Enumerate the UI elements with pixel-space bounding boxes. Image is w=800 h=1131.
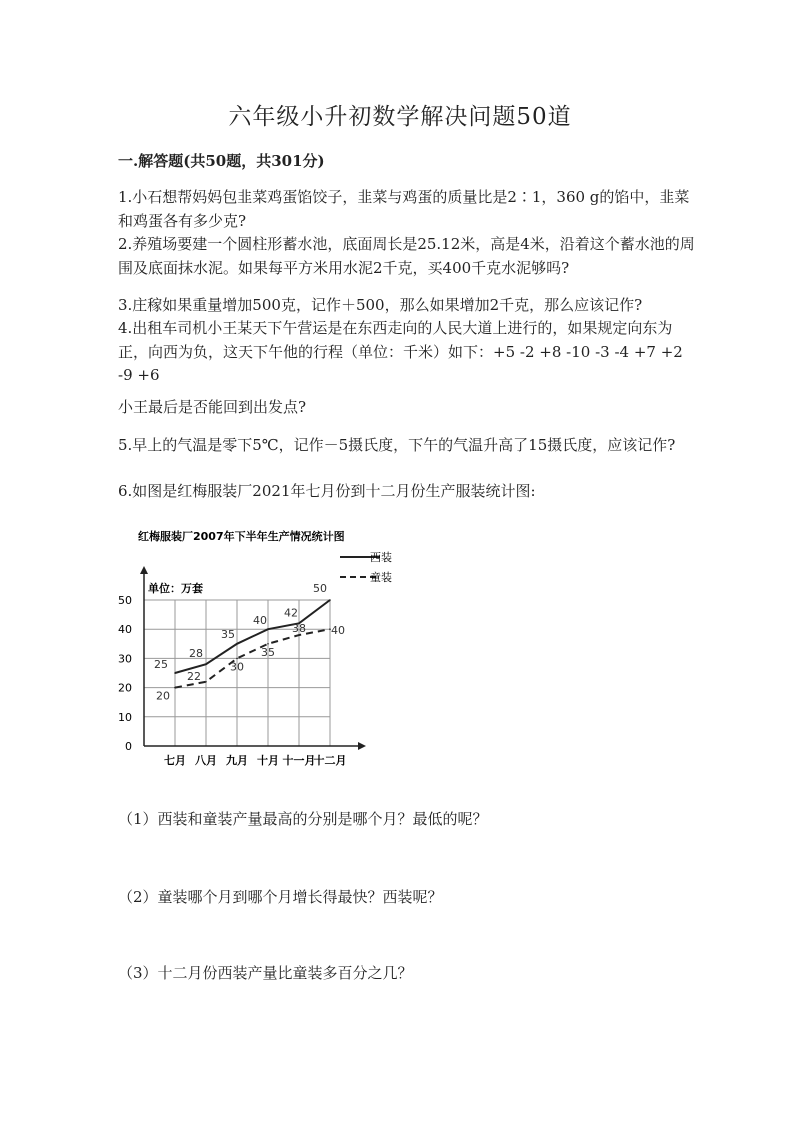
- y-tick-label-3: 30: [118, 652, 132, 666]
- question-4-followup: 小王最后是否能回到出发点?: [118, 398, 307, 416]
- chart-title: 红梅服装厂2007年下半年生产情况统计图: [138, 530, 345, 543]
- data-label-1-4: 38: [292, 622, 306, 636]
- y-axis-arrow: [140, 566, 148, 574]
- data-label-0-1: 28: [189, 647, 203, 661]
- question-1: 1.小石想帮妈妈包韭菜鸡蛋馅饺子，韭菜与鸡蛋的质量比是2∶1，360 g的馅中，韭菜和鸡蛋各有多少克?: [118, 188, 690, 230]
- data-label-0-3: 40: [253, 614, 267, 628]
- y-tick-label-4: 40: [118, 623, 132, 637]
- data-label-1-3: 35: [261, 645, 275, 659]
- subquestion-3: （3）十二月份西装产量比童装多百分之几？: [118, 964, 413, 982]
- y-tick-label-5: 50: [118, 594, 132, 607]
- x-axis-arrow: [358, 742, 366, 750]
- data-point-1-1: [205, 681, 207, 683]
- chart-unit-label: 单位：万套: [148, 582, 203, 595]
- legend-label-0: 西装: [370, 551, 392, 564]
- document-title: 六年级小升初数学解决问题50道: [228, 104, 572, 130]
- series-line-0: [175, 600, 330, 673]
- production-line-chart: [112, 522, 392, 777]
- x-tick-label-1: 八月: [195, 754, 217, 767]
- data-point-0-3: [267, 628, 269, 630]
- data-label-1-0: 20: [156, 689, 170, 703]
- x-tick-label-3: 十月: [257, 754, 279, 767]
- x-tick-label-4: 十一月: [282, 754, 316, 767]
- data-point-0-5: [329, 599, 331, 601]
- data-label-0-2: 35: [221, 627, 235, 641]
- y-tick-label-0: 0: [125, 740, 132, 753]
- chart-legend: [340, 550, 392, 584]
- section-heading: 一.解答题(共50题，共301分): [118, 152, 325, 170]
- subquestion-1: （1）西装和童装产量最高的分别是哪个月？最低的呢？: [118, 810, 488, 828]
- data-point-1-3: [267, 643, 269, 645]
- question-6: 6.如图是红梅服装厂2021年七月份到十二月份生产服装统计图:: [118, 482, 536, 500]
- x-tick-label-5: 十二月: [313, 754, 347, 767]
- data-point-1-0: [174, 687, 176, 689]
- legend-label-1: 童装: [370, 571, 392, 584]
- subquestion-2: （2）童装哪个月到哪个月增长得最快？西装呢？: [118, 888, 443, 906]
- y-tick-label-2: 20: [118, 681, 132, 695]
- x-tick-label-2: 九月: [226, 754, 248, 767]
- question-2: 2.养殖场要建一个圆柱形蓄水池，底面周长是25.12米，高是4米，沿着这个蓄水池的周围及底面抹水泥。如果每平方米用水泥2千克，买400千克水泥够吗?: [118, 235, 695, 277]
- data-label-1-1: 22: [187, 669, 201, 683]
- question-5: 5.早上的气温是零下5℃，记作－5摄氏度，下午的气温升高了15摄氏度，应该记作?: [118, 436, 676, 454]
- question-4: 4.出租车司机小王某天下午营运是在东西走向的人民大道上进行的，如果规定向东为正，向西为负，这天下午他的行程（单位：千米）如下：+5 -2 +8 -10 -3 -4 +7 +2 -9 +6: [118, 319, 683, 384]
- data-label-1-5: 40: [331, 624, 345, 638]
- question-3: 3.庄稼如果重量增加500克，记作＋500，那么如果增加2千克，那么应该记作?: [118, 296, 643, 314]
- data-point-0-1: [205, 663, 207, 665]
- y-tick-label-1: 10: [118, 710, 132, 724]
- data-label-0-0: 25: [154, 658, 168, 671]
- data-point-1-2: [236, 658, 238, 660]
- chart-svg: [112, 522, 392, 777]
- data-label-0-5: 50: [313, 582, 327, 595]
- data-point-0-0: [174, 672, 176, 674]
- data-label-1-2: 30: [230, 660, 244, 674]
- data-point-0-2: [236, 643, 238, 645]
- data-label-0-4: 42: [284, 606, 298, 620]
- x-tick-label-0: 七月: [164, 754, 186, 767]
